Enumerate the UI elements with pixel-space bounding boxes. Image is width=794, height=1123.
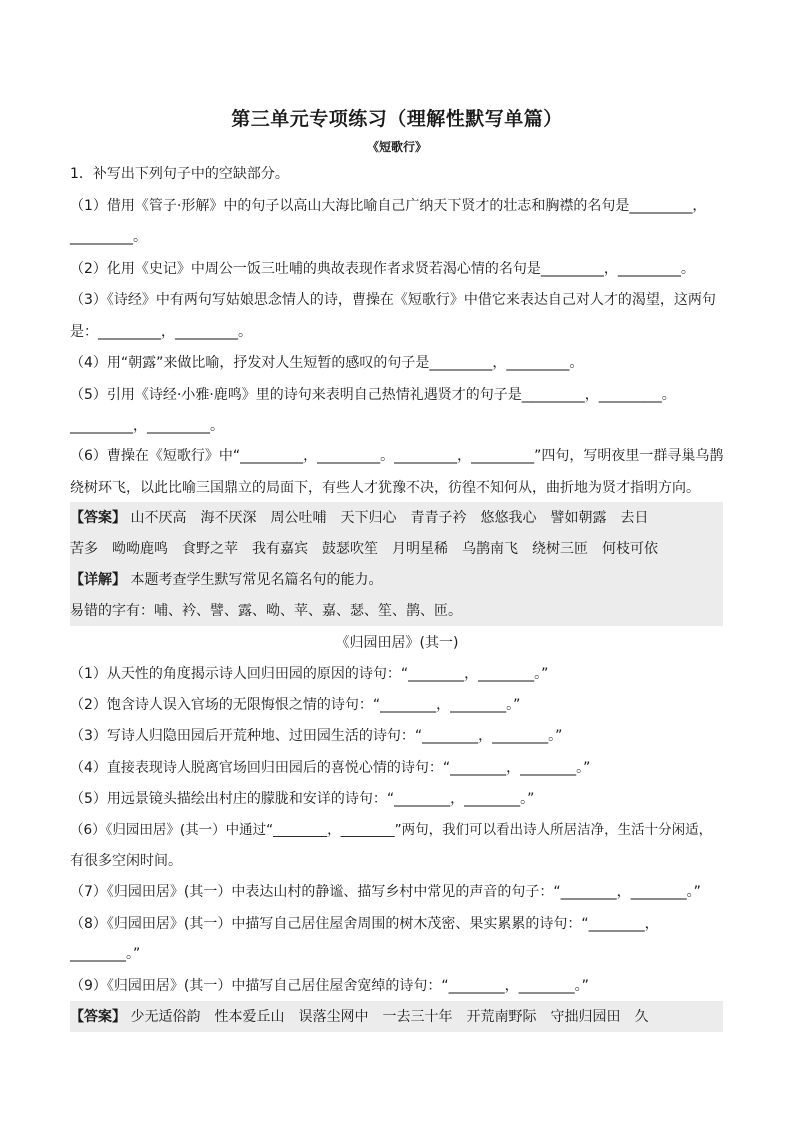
question-line: （2）饱含诗人误入官场的无限悔恨之情的诗句：“________，________。”: [70, 697, 521, 713]
question-line: （8）《归园田居》(其一）中描写自己居住屋舍周围的树木茂密、果实累累的诗句：“________，: [70, 916, 659, 932]
question-line: （5）用远景镜头描绘出村庄的朦胧和安详的诗句：“________，________。”: [70, 791, 535, 807]
question-line: （4）直接表现诗人脱离官场回归田园后的喜悦心情的诗句：“________，________。”: [70, 760, 591, 776]
question-line: （3）写诗人归隐田园后开荒种地、过田园生活的诗句：“________，________。”: [70, 728, 563, 744]
question-intro: 1．补写出下列句子中的空缺部分。: [70, 166, 289, 182]
question-line: 有很多空闲时间。: [70, 853, 182, 869]
question-line: （3）《诗经》中有两句写姑娘思念情人的诗，曹操在《短歌行》中借它来表达自己对人才的渴望，这两句: [70, 292, 716, 308]
question-line: （4）用“朝露”来做比喻，抒发对人生短暂的感叹的句子是_________，_________。: [70, 355, 584, 371]
question-line: （1）从天性的角度揭示诗人回归田园的原因的诗句：“________，________。”: [70, 666, 549, 682]
question-line: （6）《归园田居》(其一）中通过“________，________”两句，我们可以看出诗人所居洁净，生活十分闲适，: [70, 822, 713, 838]
answer-tag: 【答案】: [70, 1009, 126, 1025]
question-line: 是：_________，_________。: [70, 324, 252, 340]
detail-row: [70, 570, 382, 590]
question-line: _________。: [70, 229, 147, 245]
answer-row: [70, 1007, 648, 1027]
question-line: ________。”: [70, 946, 141, 962]
question-line: （7）《归园田居》(其一）中表达山村的静谧、描写乡村中常见的声音的句子：“________，________。”: [70, 884, 701, 900]
poem-subtitle: 《短歌行》: [366, 140, 427, 154]
error-chars: 易错的字有：哺、衿、譬、露、呦、苹、嘉、瑟、笙、鹊、匝。: [70, 603, 462, 619]
question-line: 绕树环飞，以此比喻三国鼎立的局面下，有些人才犹豫不决，彷徨不知何从，曲折地为贤才指明方向。: [70, 480, 700, 496]
answer-text: 少无适俗韵 性本爱丘山 误落尘网中 一去三十年 开荒南野际 守拙归园田 久: [130, 1009, 649, 1025]
detail-tag: 【详解】: [70, 572, 126, 588]
answer-tag: 【答案】: [70, 510, 126, 526]
answer-text: 山不厌高 海不厌深 周公吐哺 天下归心 青青子衿 悠悠我心 譬如朝露 去日: [130, 510, 649, 526]
question-line: （1）借用《管子·形解》中的句子以高山大海比喻自己广纳天下贤才的壮志和胸襟的名句是_________，: [70, 198, 707, 214]
section-heading: 《归园田居》(其一): [335, 635, 459, 651]
answer-row: [70, 508, 648, 528]
question-line: （6）曹操在《短歌行》中“_________，_________。_________，_________”四句，写明夜里一群寻巢乌鹊: [70, 448, 724, 464]
page-title: 第三单元专项练习（理解性默写单篇）: [231, 108, 563, 130]
answer-text: 苦多 呦呦鹿鸣 食野之苹 我有嘉宾 鼓瑟吹笙 月明星稀 乌鹊南飞 绕树三匝 何枝可依: [70, 541, 658, 557]
question-line: （2）化用《史记》中周公一饭三吐哺的典故表现作者求贤若渴心情的名句是_________，_________。: [70, 261, 695, 277]
detail-text: 本题考查学生默写常见名篇名句的能力。: [130, 572, 383, 588]
question-line: （5）引用《诗经·小雅·鹿鸣》里的诗句来表明自己热情礼遇贤才的句子是_________，_________。: [70, 387, 676, 403]
question-line: _________，_________。: [70, 418, 224, 434]
question-line: （9）《归园田居》(其一）中描写自己居住屋舍宽绰的诗句：“________，________。”: [70, 978, 589, 994]
